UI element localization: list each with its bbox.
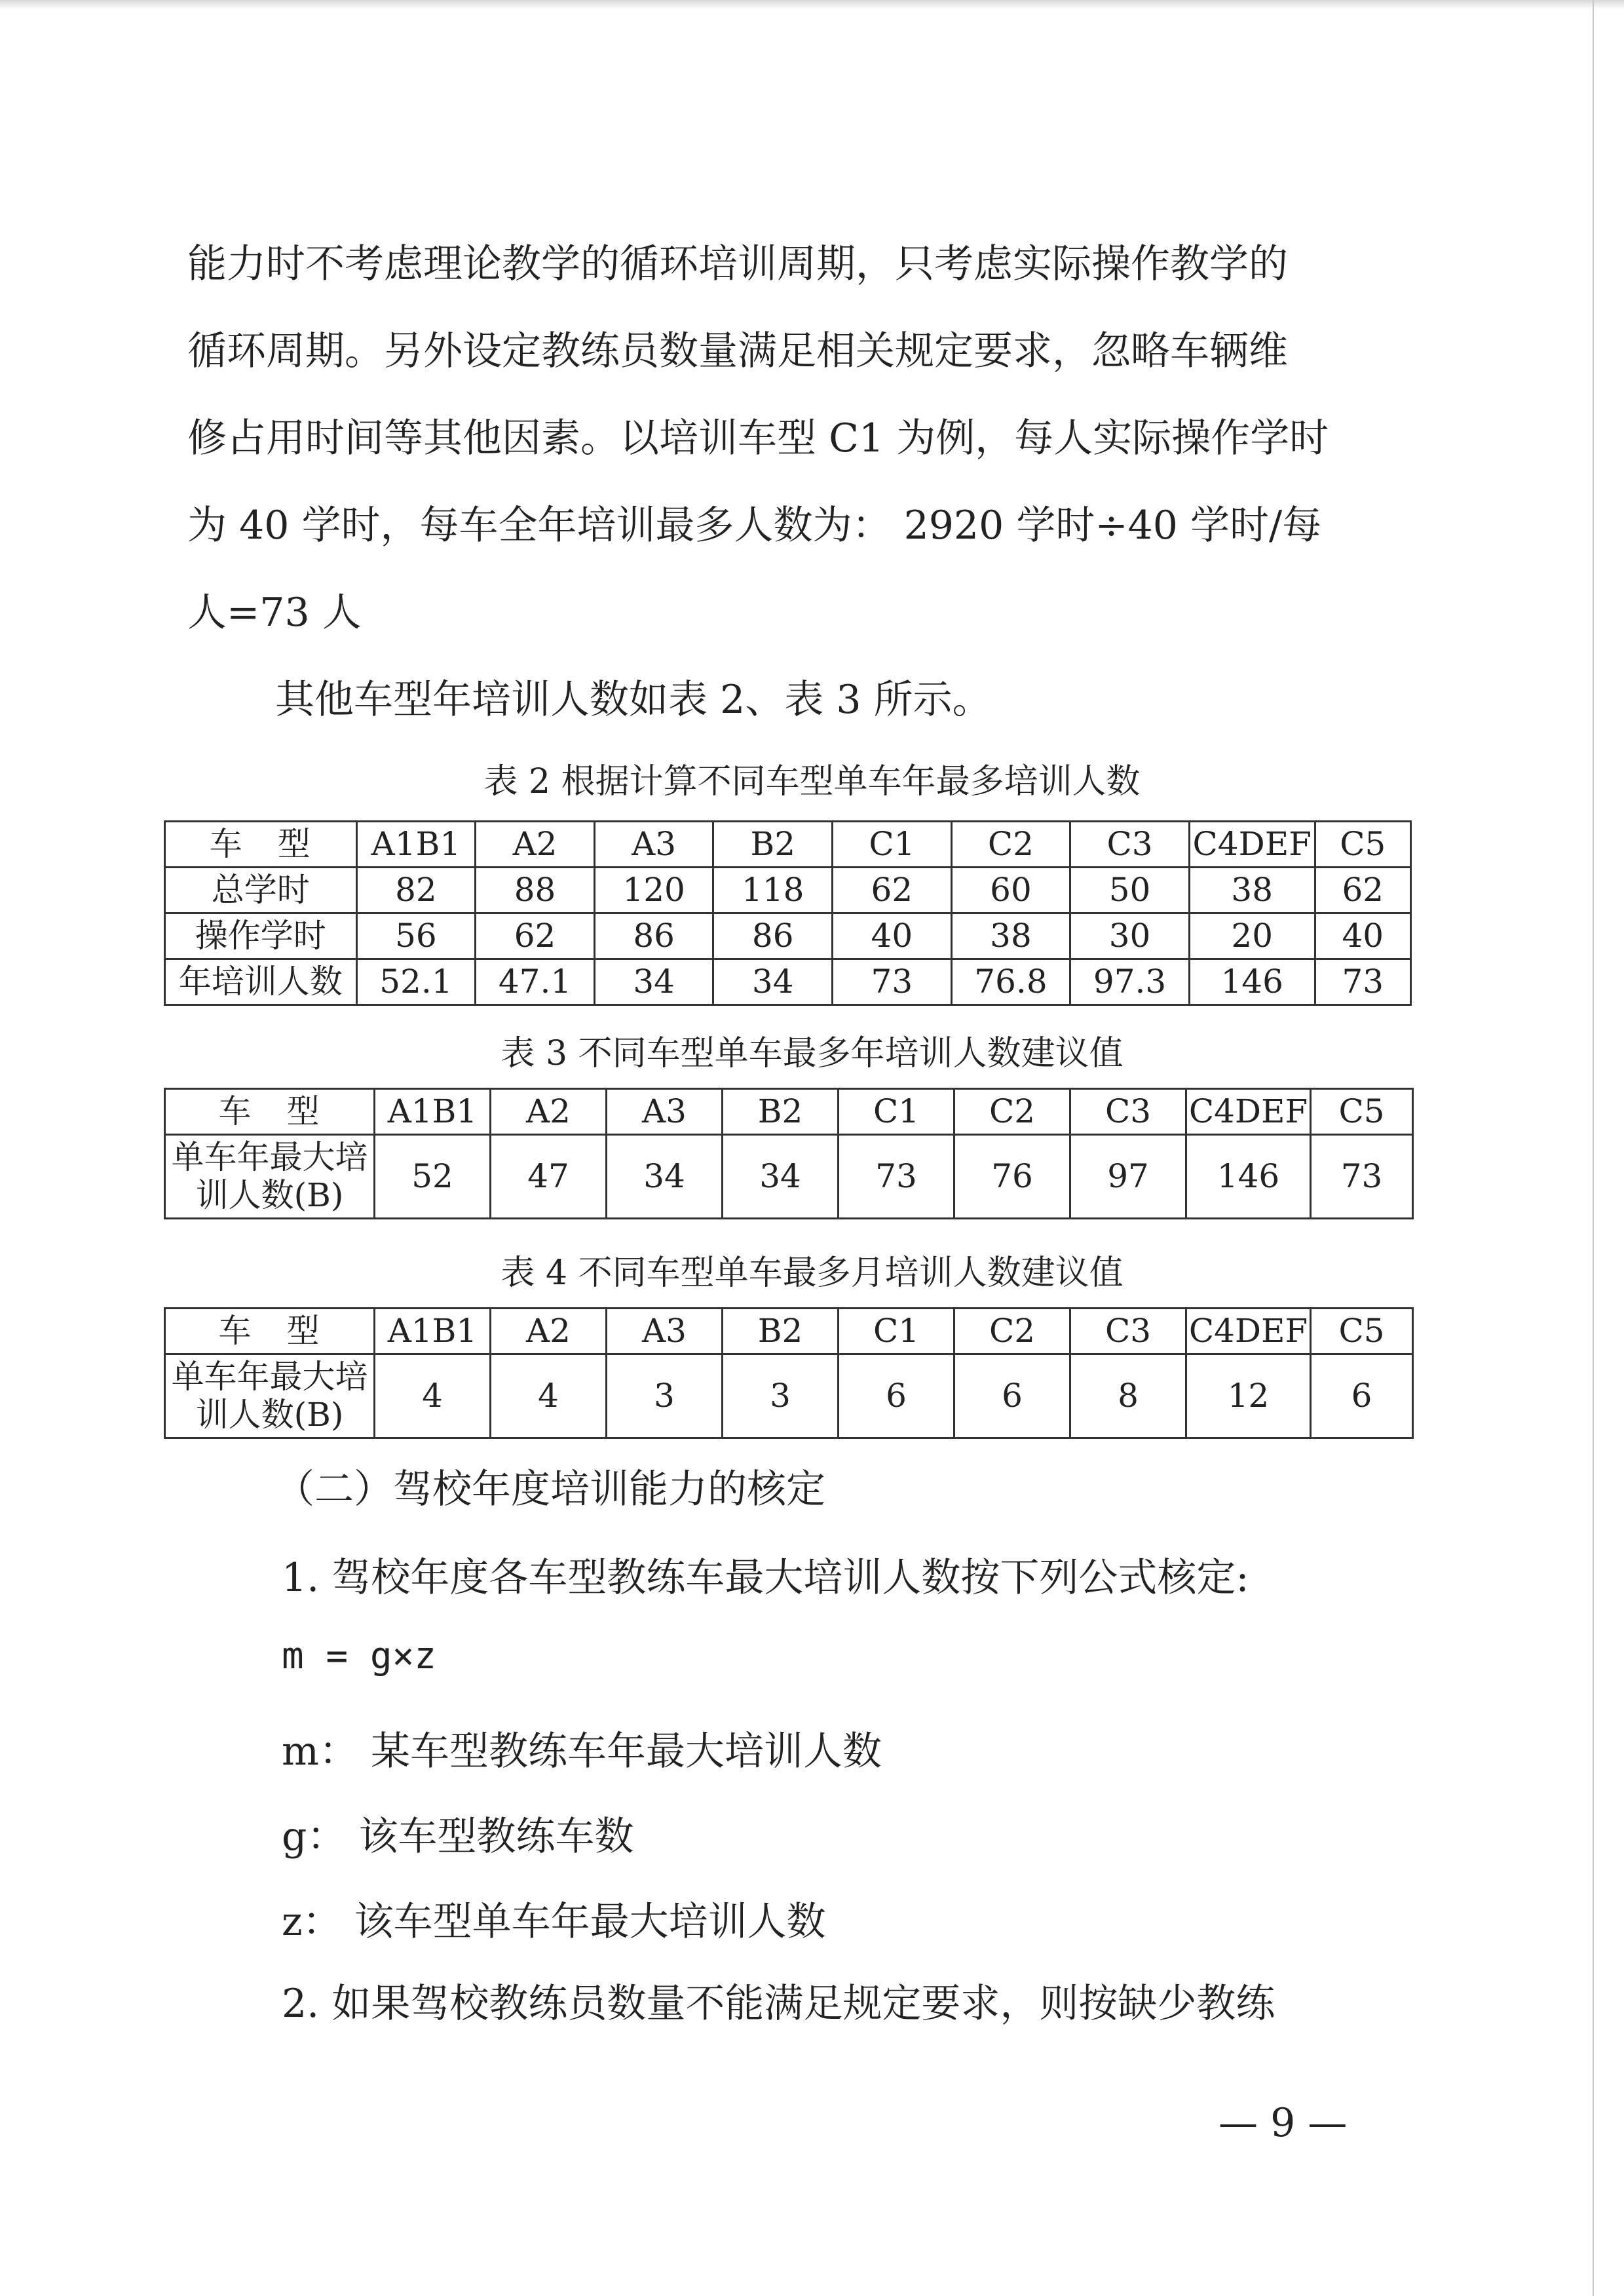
table4-col-header: 车 型: [165, 1309, 375, 1354]
table2-cell: 40: [833, 913, 952, 959]
table2-cell: 34: [594, 959, 713, 1005]
table2-cell: 38: [951, 913, 1070, 959]
table2-col-header: C4DEF: [1189, 822, 1315, 868]
table2-cell: 82: [356, 868, 476, 913]
definition-m: m： 某车型教练车年最大培训人数: [282, 1729, 882, 1774]
table3-cell: 73: [1311, 1135, 1413, 1219]
table3-col-header: A2: [491, 1089, 607, 1135]
table4-col-header: C5: [1311, 1309, 1413, 1354]
table2-col-header: C3: [1070, 822, 1190, 868]
table4-cell: 6: [954, 1354, 1070, 1438]
section-heading: （二）驾校年度培训能力的核定: [275, 1466, 825, 1512]
table4-cell: 8: [1070, 1354, 1186, 1438]
table-row: [165, 868, 1411, 913]
table4-col-header: B2: [723, 1309, 839, 1354]
table2-cell: 120: [594, 868, 713, 913]
table3-caption: 表 3 不同车型单车最多年培训人数建议值: [500, 1034, 1124, 1073]
table4-col-header: C3: [1070, 1309, 1186, 1354]
table2-cell: 86: [713, 913, 833, 959]
table3-col-header: C3: [1070, 1089, 1186, 1135]
table4-col-header: A2: [491, 1309, 607, 1354]
table2-cell: 38: [1189, 868, 1315, 913]
table2-col-header: 车 型: [165, 822, 357, 868]
scan-border-line: [1593, 0, 1594, 2296]
table4-cell: 12: [1186, 1354, 1311, 1438]
table2-cell: 50: [1070, 868, 1190, 913]
table2-col-header: C5: [1315, 822, 1410, 868]
table4-caption: 表 4 不同车型单车最多月培训人数建议值: [500, 1253, 1124, 1293]
table3-col-header: C1: [839, 1089, 954, 1135]
table2-cell: 40: [1315, 913, 1410, 959]
table3-cell: 97: [1070, 1135, 1186, 1219]
table4-cell: 4: [491, 1354, 607, 1438]
table2-cell: 97.3: [1070, 959, 1190, 1005]
table2-cell: 76.8: [951, 959, 1070, 1005]
table2-row-label: 操作学时: [165, 913, 357, 959]
table-row: [165, 1354, 1413, 1438]
table2-cell: 62: [1315, 868, 1410, 913]
table2-cell: 73: [1315, 959, 1410, 1005]
table2-col-header: C2: [951, 822, 1070, 868]
table3-cell: 76: [954, 1135, 1070, 1219]
table4-cell: 4: [375, 1354, 491, 1438]
table2-cell: 34: [713, 959, 833, 1005]
table2-cell: 52.1: [356, 959, 476, 1005]
intro-line-2: 循环周期。另外设定教练员数量满足相关规定要求，忽略车辆维: [187, 328, 1288, 374]
item-1: 1. 驾校年度各车型教练车最大培训人数按下列公式核定:: [282, 1555, 1249, 1601]
formula: m = g×z: [282, 1635, 437, 1677]
table2-cell: 56: [356, 913, 476, 959]
item-2: 2. 如果驾校教练员数量不能满足规定要求，则按缺少教练: [282, 1981, 1275, 2027]
table-row: [165, 1135, 1413, 1219]
table2-cell: 62: [476, 913, 595, 959]
table2-cell: 20: [1189, 913, 1315, 959]
table2-cell: 146: [1189, 959, 1315, 1005]
table2-cell: 88: [476, 868, 595, 913]
table4: [164, 1307, 1414, 1439]
table3-col-header: A3: [607, 1089, 723, 1135]
page-number: — 9 —: [1218, 2100, 1348, 2146]
table3-col-header: C4DEF: [1186, 1089, 1311, 1135]
table3-col-header: B2: [723, 1089, 839, 1135]
reference-paragraph: 其他车型年培训人数如表 2、表 3 所示。: [275, 677, 992, 723]
table3-cell: 34: [723, 1135, 839, 1219]
table-row: [165, 913, 1411, 959]
table3-col-header: C5: [1311, 1089, 1413, 1135]
intro-line-1: 能力时不考虑理论教学的循环培训周期，只考虑实际操作教学的: [187, 241, 1288, 287]
table3-col-header: A1B1: [375, 1089, 491, 1135]
table4-cell: 3: [607, 1354, 723, 1438]
table2-cell: 62: [833, 868, 952, 913]
table2-cell: 47.1: [476, 959, 595, 1005]
table4-cell: 6: [839, 1354, 954, 1438]
scan-edge: [0, 0, 1624, 9]
table2-caption: 表 2 根据计算不同车型单车年最多培训人数: [483, 762, 1141, 801]
table4-col-header: A1B1: [375, 1309, 491, 1354]
table3-cell: 146: [1186, 1135, 1311, 1219]
table2-cell: 73: [833, 959, 952, 1005]
table2-row-label: 总学时: [165, 868, 357, 913]
table3-cell: 47: [491, 1135, 607, 1219]
table4-col-header: C4DEF: [1186, 1309, 1311, 1354]
table4-col-header: C1: [839, 1309, 954, 1354]
table2-col-header: A2: [476, 822, 595, 868]
definition-g: g： 该车型教练车数: [282, 1814, 634, 1860]
table4-cell: 6: [1311, 1354, 1413, 1438]
table2-col-header: C1: [833, 822, 952, 868]
table3: [164, 1088, 1414, 1219]
table2-cell: 60: [951, 868, 1070, 913]
table4-col-header: C2: [954, 1309, 1070, 1354]
table3-cell: 34: [607, 1135, 723, 1219]
table3-cell: 73: [839, 1135, 954, 1219]
table4-header-row: [165, 1309, 1413, 1354]
table3-row-label: 单车年最大培训人数(B): [165, 1135, 375, 1219]
table3-cell: 52: [375, 1135, 491, 1219]
table3-header-row: [165, 1089, 1413, 1135]
table3-col-header: C2: [954, 1089, 1070, 1135]
table4-col-header: A3: [607, 1309, 723, 1354]
table2-cell: 86: [594, 913, 713, 959]
intro-line-5: 人=73 人: [187, 590, 362, 636]
table-row: [165, 959, 1411, 1005]
table2-cell: 118: [713, 868, 833, 913]
intro-line-3: 修占用时间等其他因素。以培训车型 C1 为例，每人实际操作学时: [187, 415, 1329, 461]
intro-line-4: 为 40 学时，每车全年培训最多人数为： 2920 学时÷40 学时/每: [187, 503, 1322, 548]
table4-cell: 3: [723, 1354, 839, 1438]
table2-header-row: [165, 822, 1411, 868]
table2-col-header: B2: [713, 822, 833, 868]
table3-col-header: 车 型: [165, 1089, 375, 1135]
table2-col-header: A3: [594, 822, 713, 868]
table4-row-label: 单车年最大培训人数(B): [165, 1354, 375, 1438]
table2: [164, 820, 1412, 1006]
definition-z: z： 该车型单车年最大培训人数: [282, 1899, 826, 1945]
table2-row-label: 年培训人数: [165, 959, 357, 1005]
table2-col-header: A1B1: [356, 822, 476, 868]
table2-cell: 30: [1070, 913, 1190, 959]
